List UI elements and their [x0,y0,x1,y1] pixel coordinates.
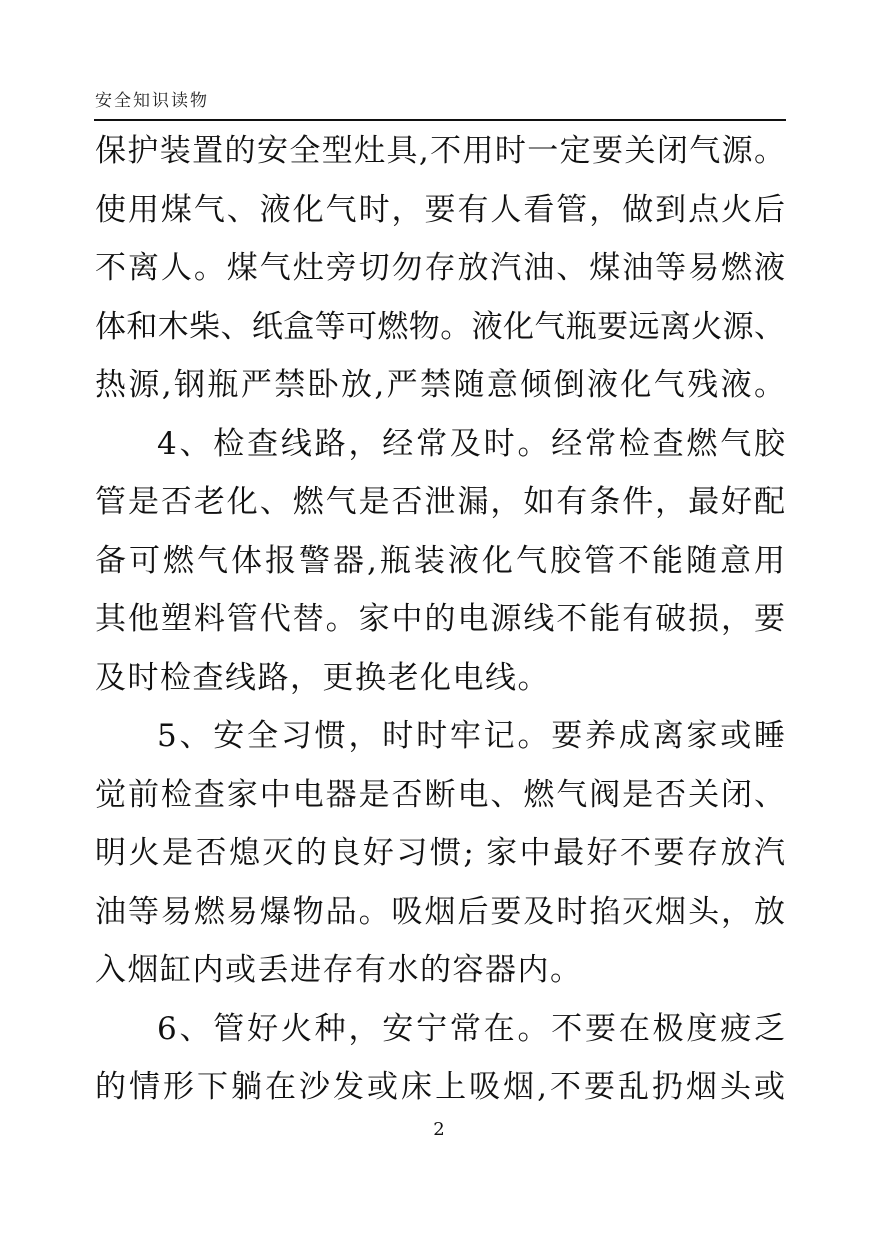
text-line: 入烟缸内或丢进存有水的容器内。 [95,952,583,988]
text-line: 油等易燃易爆物品。吸烟后要及时掐灭烟头，放 [95,893,785,930]
paragraph-heading-6: 6、管好火种，安宁常在。不要在极度疲乏 [157,1010,785,1047]
text-line: 管是否老化、燃气是否泄漏，如有条件，最好配 [95,484,785,520]
text-line: 及时检查线路，更换老化电线。 [95,659,550,696]
text-line: 热源,钢瓶严禁卧放,严禁随意倾倒液化气残液。 [95,367,785,403]
text-line: 其他塑料管代替。家中的电源线不能有破损，要 [95,601,785,637]
text-line: 不离人。煤气灶旁切勿存放汽油、煤油等易燃液 [95,250,785,286]
paragraph-heading-5: 5、安全习惯，时时牢记。要养成离家或睡 [157,718,785,754]
text-line: 体和木柴、纸盒等可燃物。液化气瓶要远离火源、 [95,308,785,345]
text-line: 明火是否熄灭的良好习惯; 家中最好不要存放汽 [95,835,785,871]
page-number: 2 [433,1119,445,1140]
header-divider [94,119,786,121]
text-line: 觉前检查家中电器是否断电、燃气阀是否关闭、 [95,776,785,813]
text-line: 使用煤气、液化气时，要有人看管，做到点火后 [95,191,785,228]
paragraph-heading-4: 4、检查线路，经常及时。经常检查燃气胶 [157,425,785,462]
text-line: 备可燃气体报警器,瓶装液化气胶管不能随意用 [95,542,785,579]
document-body [95,122,785,1117]
text-line: 保护装置的安全型灶具,不用时一定要关闭气源。 [95,133,785,169]
header-title: 安全知识读物 [95,91,209,111]
text-line: 的情形下躺在沙发或床上吸烟,不要乱扔烟头或 [95,1069,785,1105]
